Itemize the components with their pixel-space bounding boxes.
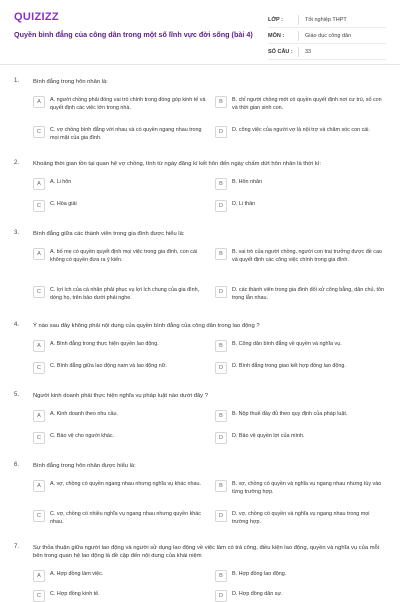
option-letter-box: B [215, 96, 227, 108]
answer-option[interactable] [215, 286, 387, 302]
answer-option[interactable] [215, 410, 387, 422]
question-text: Sự thỏa thuận giữa người lao động và người sử dụng lao động về việc làm có trả công, điều kiện lao động, quyền và nghĩa vụ của mỗi bên trong quan hệ lao động là đề cập đến nội dung của khái niệm [33, 545, 380, 559]
question-text: Khoảng thời gian tồn tại quan hệ vợ chồng, tính từ ngày đăng kí kết hôn đến ngày chấm dứt hôn nhân là thời kì: [33, 161, 321, 167]
option-letter-box: D [215, 362, 227, 374]
option-text: D. Bảo vệ quyền lợi của mình. [232, 433, 305, 439]
answer-option[interactable] [33, 178, 211, 190]
answer-option[interactable] [33, 248, 211, 264]
question-number: 4. [14, 322, 20, 328]
answer-option[interactable] [215, 432, 387, 444]
answer-option[interactable] [33, 432, 211, 444]
option-text: A. Hợp đồng làm việc. [50, 571, 104, 577]
option-letter-box: B [215, 410, 227, 422]
answer-option[interactable] [33, 410, 211, 422]
worksheet-meta [268, 12, 386, 60]
option-letter-box: B [215, 178, 227, 190]
option-text: A. bố mẹ có quyền quyết định mọi việc trong gia đình, con cái không có quyền đưa ra ý kiến. [50, 249, 198, 263]
question-text: Bình đẳng trong hôn nhân là: [33, 79, 108, 85]
option-letter-box: C [33, 432, 45, 444]
answer-option[interactable] [215, 178, 387, 190]
option-text: A. người chồng phải đóng vai trò chính trong đóng góp kinh tế và quyết định các việc lớn trong nhà. [50, 97, 206, 111]
question-number: 2. [14, 160, 20, 166]
option-text: D. Hợp đồng dân sự. [232, 591, 283, 597]
question-number: 3. [14, 230, 20, 236]
option-letter-box: A [33, 248, 45, 260]
meta-value: Tốt nghiệp THPT [305, 16, 347, 23]
option-text: C. Hợp đồng kinh tế. [50, 591, 100, 597]
answer-option[interactable] [215, 126, 387, 138]
worksheet-title: Quyền bình đẳng của công dân trong một số lĩnh vực đời sống (bài 4) [14, 30, 253, 39]
option-letter-box: A [33, 96, 45, 108]
question-text: Người kinh doanh phải thực hiện nghĩa vụ pháp luật nào dưới đây ? [33, 393, 208, 399]
question-number: 5. [14, 392, 20, 398]
worksheet-header [0, 0, 400, 65]
option-letter-box: A [33, 178, 45, 190]
option-letter-box: C [33, 200, 45, 212]
option-letter-box: C [33, 126, 45, 138]
answer-option[interactable] [215, 362, 387, 374]
question-text: Ý nào sau đây không phải nội dung của quyền bình đẳng của công dân trong lao động ? [33, 323, 260, 329]
answer-option[interactable] [33, 510, 211, 526]
option-text: B. Nộp thuế đầy đủ theo quy định của pháp luật. [232, 411, 348, 417]
answer-option[interactable] [215, 510, 387, 526]
meta-divider [298, 47, 299, 57]
option-letter-box: B [215, 340, 227, 352]
meta-row-subject [268, 28, 386, 44]
option-text: A. vợ, chồng có quyền ngang nhau nhưng nghĩa vụ khác nhau. [50, 481, 202, 487]
answer-option[interactable] [33, 286, 211, 302]
option-text: B. Hôn nhân [232, 179, 262, 185]
answer-option[interactable] [33, 200, 211, 212]
question-number: 7. [14, 544, 20, 550]
option-text: A. Bình đẳng trong thực hiện quyền lao động. [50, 341, 159, 347]
option-letter-box: C [33, 590, 45, 602]
option-letter-box: C [33, 286, 45, 298]
option-text: C. vợ, chồng có nhiều nghĩa vụ ngang nhau nhưng quyền khác nhau. [50, 511, 202, 525]
option-letter-box: C [33, 510, 45, 522]
answer-option[interactable] [33, 340, 211, 352]
meta-value: Giáo dục công dân [305, 32, 352, 39]
option-text: B. Công dân bình đẳng về quyền và nghĩa vụ. [232, 341, 342, 347]
answer-option[interactable] [215, 96, 387, 112]
option-text: B. vai trò của người chồng, người con trai trưởng được đề cao và quyết định các công việc chính trong gia đình. [232, 249, 382, 263]
option-letter-box: D [215, 432, 227, 444]
question-number: 1. [14, 78, 20, 84]
meta-row-count [268, 44, 386, 60]
option-letter-box: D [215, 286, 227, 298]
meta-divider [298, 15, 299, 25]
option-text: B. chỉ người chồng mới có quyền quyết định nơi cư trú, số con và thời gian sinh con. [232, 97, 382, 111]
question-text: Bình đẳng giữa các thành viên trong gia đình được hiểu là: [33, 231, 185, 237]
answer-option[interactable] [33, 126, 211, 142]
option-letter-box: A [33, 340, 45, 352]
option-text: B. vợ, chồng có quyền và nghĩa vụ ngang nhau nhưng tùy vào từng trường hợp. [232, 481, 382, 495]
answer-option[interactable] [33, 362, 211, 374]
answer-option[interactable] [215, 570, 387, 582]
meta-label: LỚP : [268, 16, 283, 23]
option-letter-box: C [33, 362, 45, 374]
meta-row-class [268, 12, 386, 28]
option-text: D. vợ, chồng có quyền và nghĩa vụ ngang nhau trong mọi trường hợp. [232, 511, 370, 525]
option-text: D. các thành viên trong gia đình đối xử công bằng, dân chủ, tôn trọng lẫn nhau. [232, 287, 384, 301]
answer-option[interactable] [215, 480, 387, 496]
option-text: C. lợi ích của cá nhân phải phục vụ lợi ích chung của gia đình, dòng họ, trên bảo dưới phải nghe. [50, 287, 200, 301]
option-text: C. vợ chồng bình đẳng với nhau và có quyền ngang nhau trong mọi mặt của gia đình. [50, 127, 202, 141]
option-letter-box: D [215, 126, 227, 138]
option-text: C. Bình đẳng giữa lao động nam và lao động nữ. [50, 363, 167, 369]
option-text: D. Bình đẳng trong giao kết hợp đồng lao động. [232, 363, 346, 369]
option-text: B. Hợp đồng lao động. [232, 571, 287, 577]
option-letter-box: A [33, 480, 45, 492]
meta-label: MÔN : [268, 32, 285, 39]
answer-option[interactable] [215, 200, 387, 212]
option-letter-box: A [33, 410, 45, 422]
answer-option[interactable] [215, 590, 387, 602]
option-text: A. Li hôn [50, 179, 72, 185]
answer-option[interactable] [215, 340, 387, 352]
option-text: D. Li thân [232, 201, 256, 207]
option-letter-box: D [215, 590, 227, 602]
answer-option[interactable] [215, 248, 387, 264]
answer-option[interactable] [33, 96, 211, 112]
option-letter-box: D [215, 510, 227, 522]
option-letter-box: B [215, 248, 227, 260]
meta-divider [298, 31, 299, 41]
option-letter-box: A [33, 570, 45, 582]
option-text: C. Bảo vệ cho người khác. [50, 433, 115, 439]
meta-value: 33 [305, 48, 312, 55]
question-text: Bình đẳng trong hôn nhân được hiểu là: [33, 463, 136, 469]
question-number: 6. [14, 462, 20, 468]
answer-option[interactable] [33, 480, 211, 492]
option-text: D. công việc của người vợ là nội trợ và chăm sóc con cái. [232, 127, 370, 133]
answer-option[interactable] [33, 590, 211, 602]
option-text: C. Hòa giải [50, 201, 77, 207]
option-letter-box: D [215, 200, 227, 212]
quizizz-logo[interactable]: QUIZIZZ [14, 11, 59, 23]
meta-label: SỐ CÂU : [268, 48, 293, 55]
option-letter-box: B [215, 480, 227, 492]
option-letter-box: B [215, 570, 227, 582]
option-text: A. Kinh doanh theo nhu cầu. [50, 411, 119, 417]
answer-option[interactable] [33, 570, 211, 582]
